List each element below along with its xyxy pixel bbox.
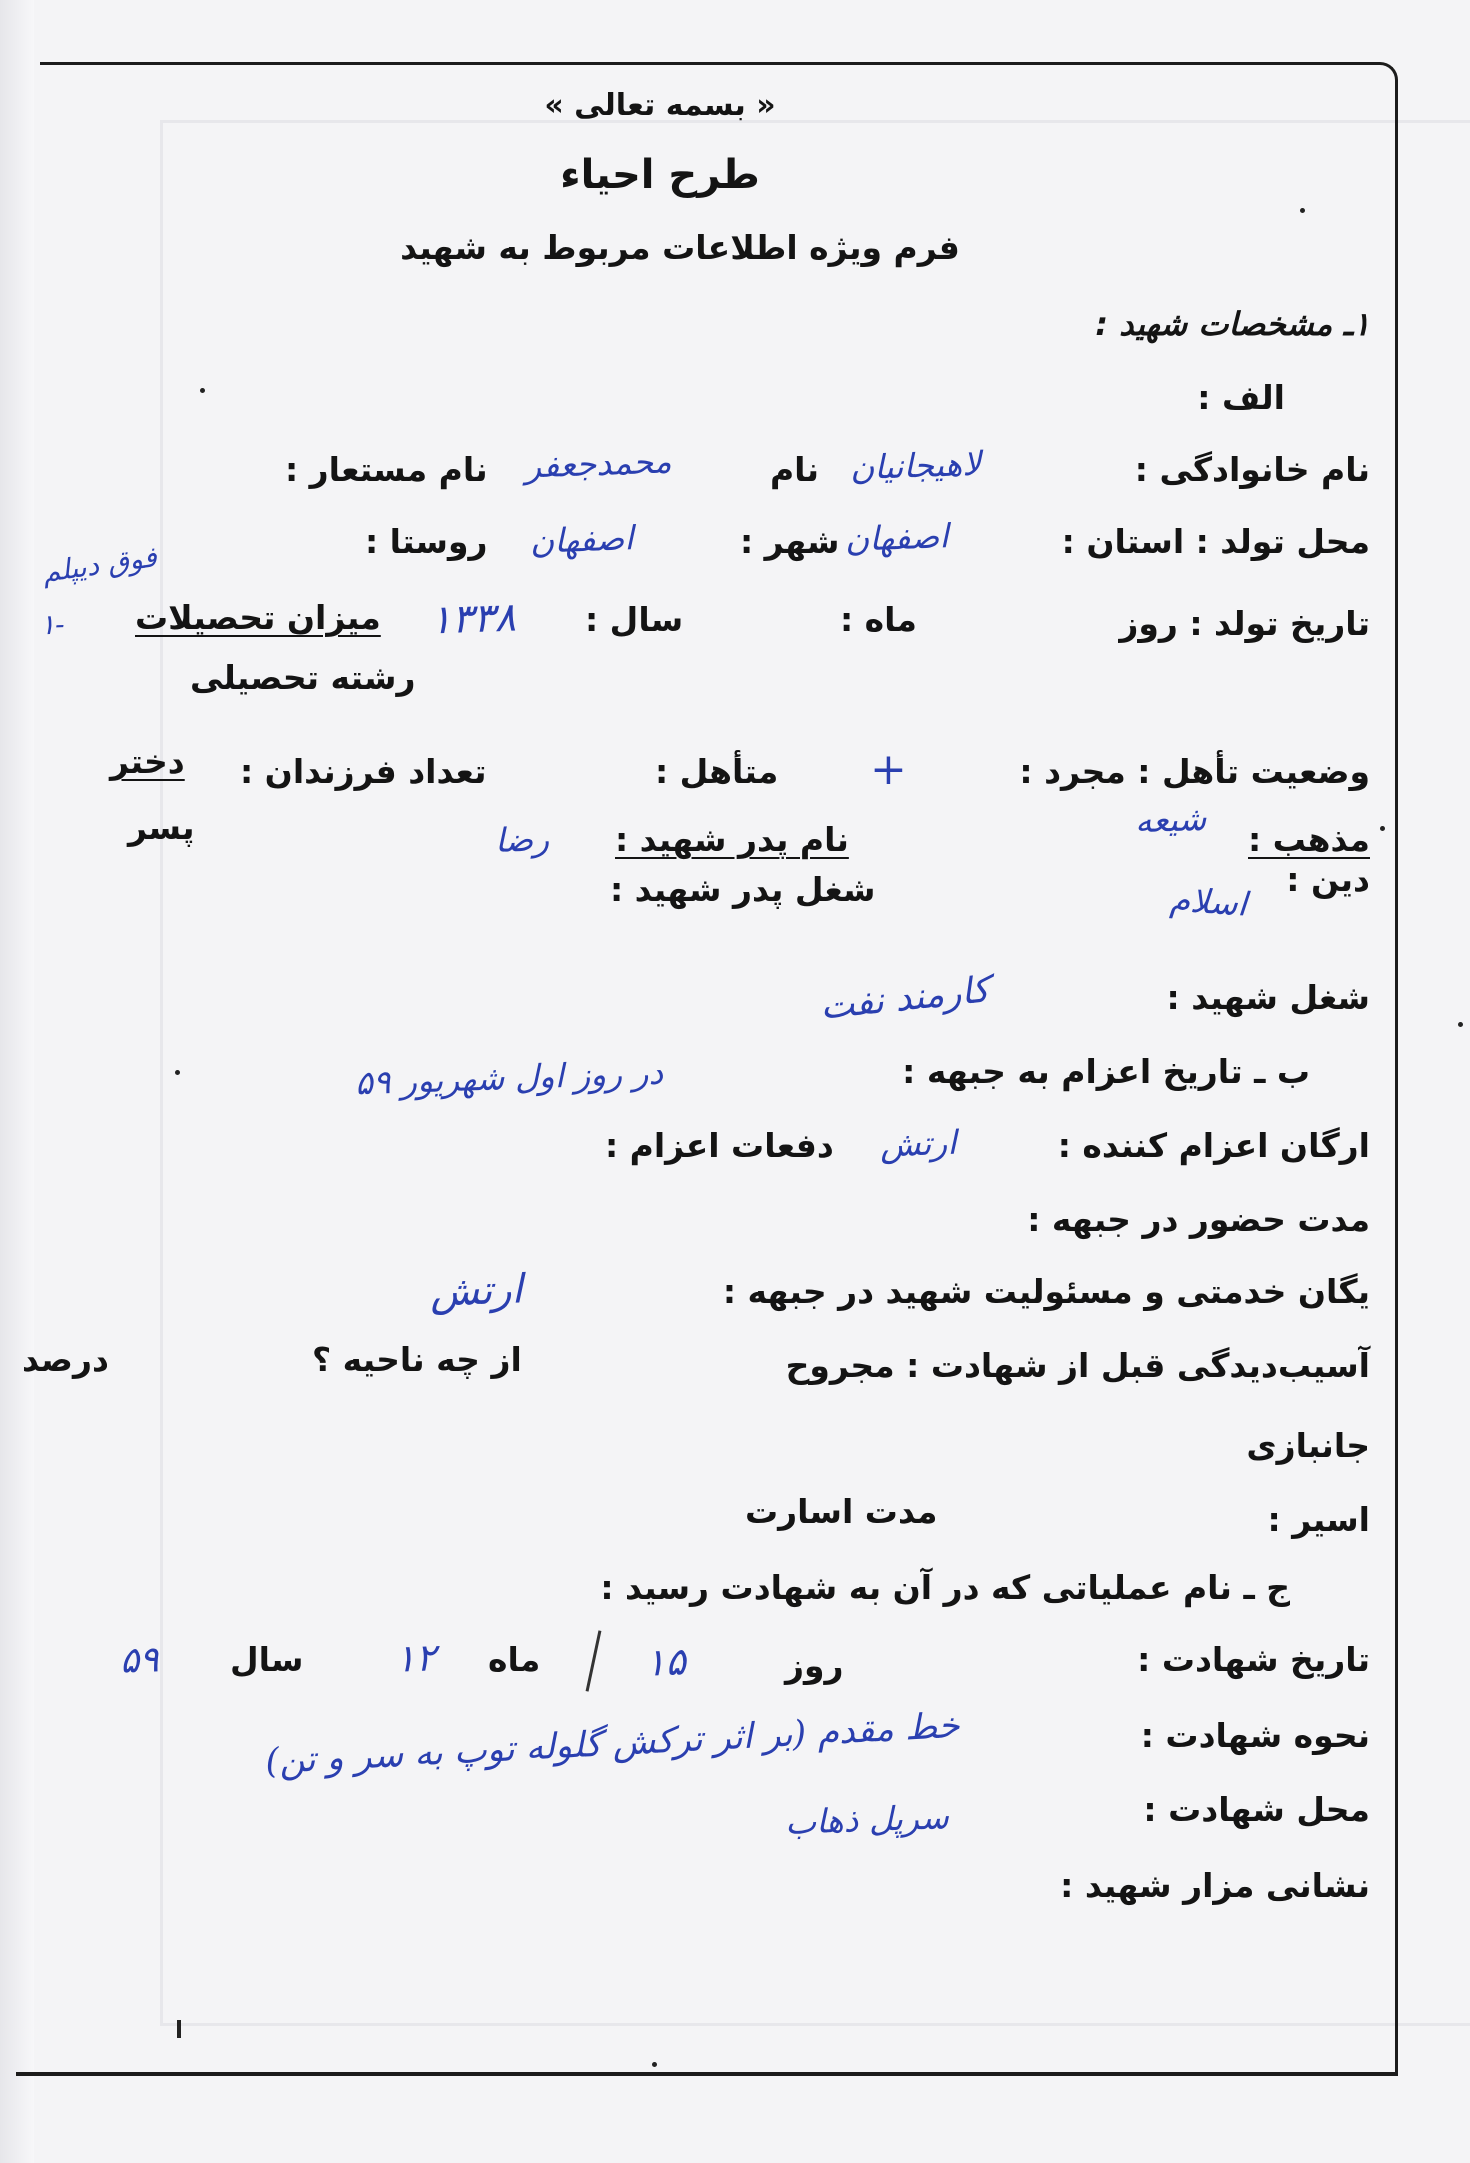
faith-value: اسلام	[1168, 879, 1249, 924]
dispatch-count-label: دفعات اعزام :	[605, 1126, 834, 1165]
family-name-label: نام خانوادگی :	[1134, 450, 1370, 489]
father-job-label: شغل پدر شهید :	[610, 870, 876, 909]
village-label: روستا :	[365, 522, 488, 561]
dispatching-org-label: ارگان اعزام کننده :	[1057, 1126, 1370, 1165]
year2-label: سال	[230, 1640, 304, 1679]
education-value: فوق دیپلم	[40, 540, 159, 589]
martyrdom-place-value: سرپل ذهاب	[784, 1797, 950, 1842]
married-label: متأهل :	[655, 752, 779, 791]
marital-label: وضعیت تأهل : مجرد :	[1019, 752, 1370, 791]
month-label: ماه :	[840, 600, 917, 639]
unit-value: ارتش	[429, 1266, 524, 1316]
captivity-label: مدت اسارت	[745, 1492, 938, 1531]
bismillah: « بسمه تعالی »	[544, 88, 776, 123]
operation-label: ج ـ نام عملیاتی که در آن به شهادت رسید :	[600, 1568, 1290, 1607]
month2-label: ماه	[488, 1640, 541, 1679]
city-value: اصفهان	[529, 518, 635, 561]
family-name-value: لاهیجانیان	[849, 443, 982, 488]
plan-title: طرح احیاء	[560, 152, 760, 198]
alias-label: نام مستعار :	[285, 450, 488, 489]
father-name-value: رضا	[494, 819, 550, 860]
front-duration-label: مدت حضور در جبهه :	[1027, 1200, 1370, 1239]
sub-a: الف :	[1197, 378, 1285, 417]
day-value: ۱۵	[644, 1639, 687, 1685]
birthdate-label: تاریخ تولد : روز	[1119, 604, 1370, 643]
year-label: سال :	[585, 600, 684, 639]
form-title: فرم ویژه اطلاعات مربوط به شهید	[400, 228, 960, 267]
pen-tick	[177, 2020, 181, 2038]
first-name-value: محمدجعفر	[524, 441, 673, 486]
dispatch-date-value: در روز اول شهریور ۵۹	[354, 1052, 664, 1103]
speck	[175, 1070, 180, 1075]
form-bottom-rule	[16, 2072, 1398, 2076]
martyrdom-manner-label: نحوه شهادت :	[1140, 1716, 1370, 1755]
dispatch-date-label: ب ـ تاریخ اعزام به جبهه :	[902, 1052, 1310, 1091]
unit-label: یگان خدمتی و مسئولیت شهید در جبهه :	[722, 1272, 1370, 1311]
injury-label: آسیب‌دیدگی قبل از شهادت : مجروح	[785, 1346, 1370, 1385]
faith-label: دین :	[1286, 860, 1370, 899]
birthplace-label: محل تولد : استان :	[1061, 522, 1370, 561]
month-value: ۱۲	[394, 1635, 437, 1681]
martyrdom-date-label: تاریخ شهادت :	[1137, 1640, 1370, 1679]
speck	[1300, 208, 1305, 213]
year2-value: ۵۹	[119, 1639, 160, 1682]
religion-label: مذهب :	[1248, 820, 1370, 859]
father-name-label: نام پدر شهید :	[615, 820, 849, 859]
scan-left-edge	[0, 0, 34, 2163]
martyrdom-manner-value: خط مقدم (بر اثر ترکش گلوله توپ به سر و تن)	[264, 1705, 961, 1783]
section-heading: ۱ـ مشخصات شهید :	[1095, 305, 1370, 343]
dispatching-org-value: ارتش	[879, 1122, 958, 1165]
speck	[1458, 1022, 1463, 1027]
speck	[1380, 826, 1385, 831]
province-value: اصفهان	[844, 516, 950, 559]
son-label: پسر	[128, 808, 195, 847]
day-label: روز	[785, 1646, 844, 1685]
captive-label: اسیر :	[1267, 1500, 1370, 1539]
field-label: رشته تحصیلی	[190, 658, 416, 697]
job-label: شغل شهید :	[1166, 978, 1370, 1017]
first-name-label: نام	[770, 450, 819, 489]
percent-label: درصد	[22, 1340, 109, 1379]
birth-year-value: ۱۳۳۸	[429, 594, 517, 644]
injury-area-label: از چه ناحیه ؟	[312, 1340, 522, 1379]
city-label: شهر :	[740, 522, 840, 561]
single-mark: +	[870, 744, 907, 795]
speck	[200, 388, 205, 393]
job-value: کارمند نفت	[818, 969, 992, 1028]
disability-label: جانبازی	[1246, 1426, 1370, 1465]
martyrdom-place-label: محل شهادت :	[1143, 1790, 1370, 1829]
education-label: میزان تحصیلات	[135, 598, 381, 637]
religion-value: شیعه	[1134, 798, 1207, 841]
speck	[652, 2062, 657, 2067]
education-value-suffix: -۱	[39, 607, 66, 642]
grave-label: نشانی مزار شهید :	[1060, 1866, 1370, 1905]
daughter-label: دختر	[110, 742, 185, 781]
children-label: تعداد فرزندان :	[240, 752, 487, 791]
